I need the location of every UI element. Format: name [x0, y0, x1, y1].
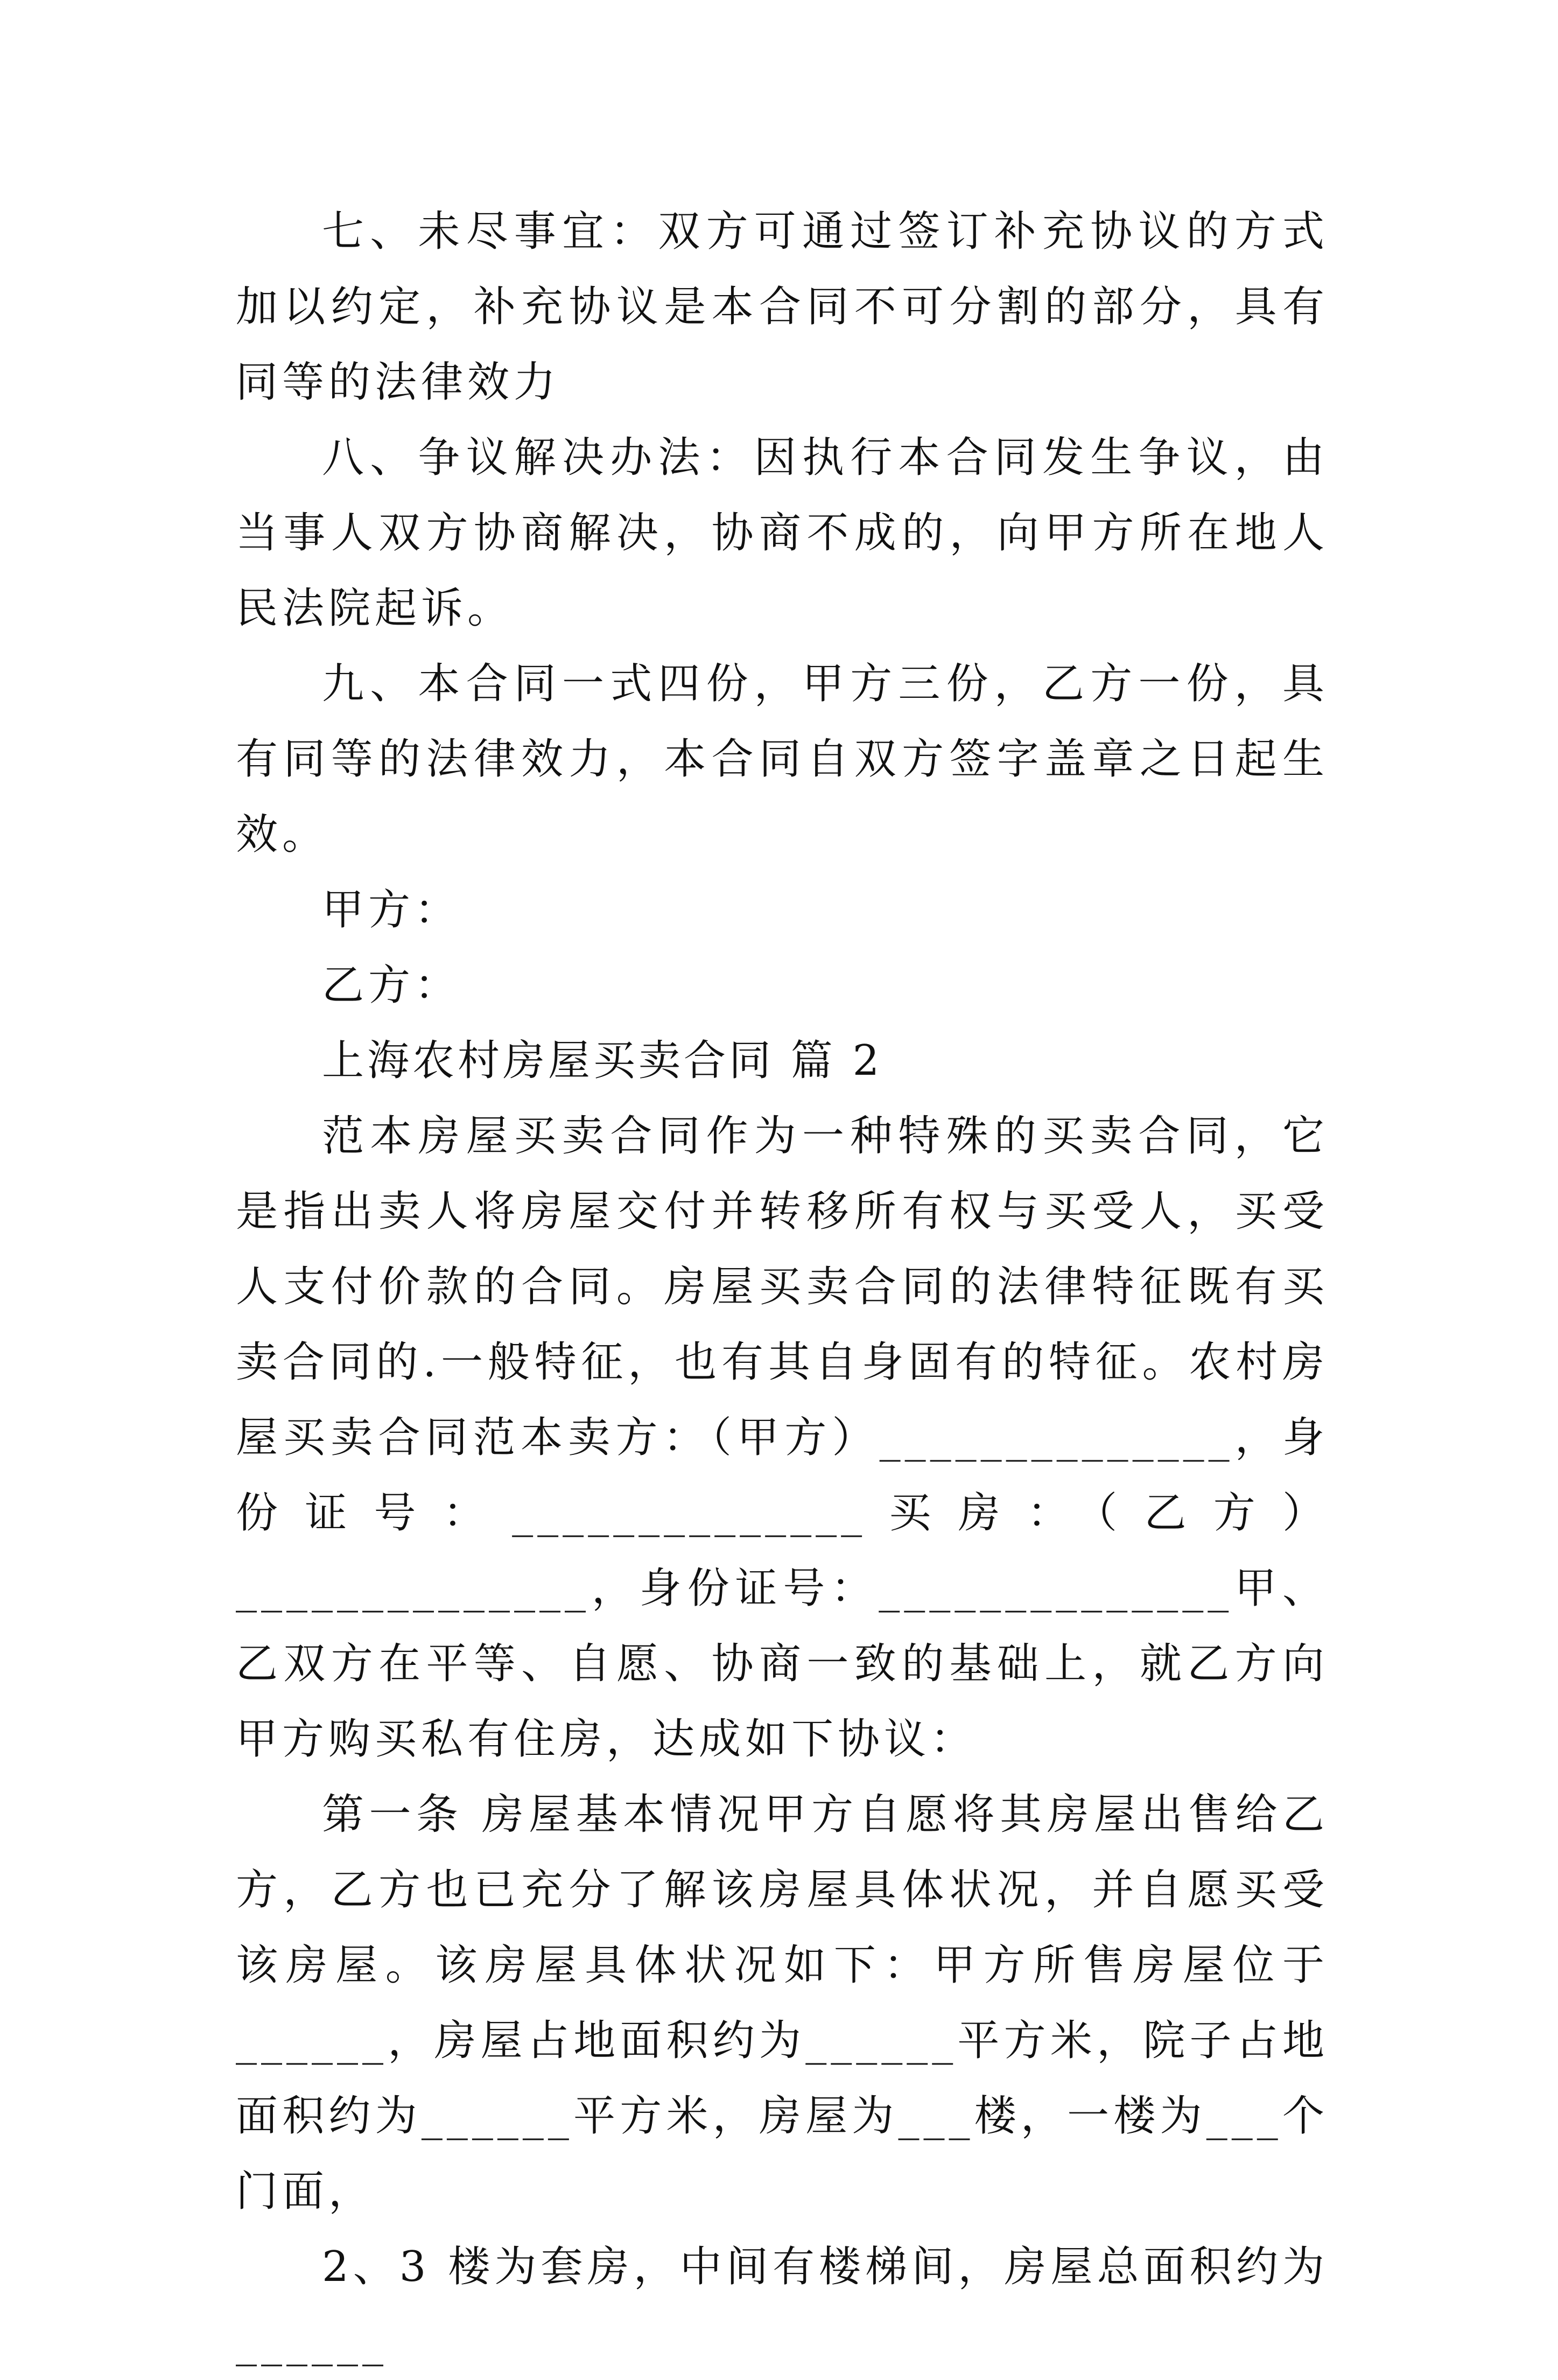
- clause-8-dispute-resolution: 八、争议解决办法：因执行本合同发生争议，由当事人双方协商解决，协商不成的，向甲方所在地人民法院起诉。: [236, 433, 1329, 633]
- clause-9-copies-and-effect: 九、本合同一式四份，甲方三份，乙方一份，具有同等的法律效力，本合同自双方签字盖章之日起生效。: [236, 660, 1329, 859]
- signature-party-b: 乙方：: [322, 961, 461, 1010]
- signature-party-a: 甲方：: [322, 886, 461, 934]
- contract-introduction: 范本房屋买卖合同作为一种特殊的买卖合同，它是指出卖人将房屋交付并转移所有权与买受人，买受人支付价款的合同。房屋买卖合同的法律特征既有买卖合同的.一般特征，也有其自身固有的特征。农村房屋买卖合同范本卖方：（甲方）______________，身份证号：______________买房：（乙方）______________，身份证号：______________甲、乙双方在平等、自愿、协商一致的基础上，就乙方向甲方购买私有住房，达成如下协议：: [236, 1112, 1329, 1763]
- floors-description: 2、3 楼为套房，中间有楼梯间，房屋总面积约为______: [236, 2243, 1329, 2367]
- article-1-property-details: 第一条 房屋基本情况甲方自愿将其房屋出售给乙方，乙方也已充分了解该房屋具体状况，并自愿买受该房屋。该房屋具体状况如下：甲方所售房屋位于______，房屋占地面积约为______平方米，院子占地面积约为______平方米，房屋为___楼，一楼为___个门面，: [236, 1790, 1329, 2216]
- contract-text: [236, 194, 1329, 2380]
- section-heading: 上海农村房屋买卖合同 篇 2: [322, 1037, 883, 1085]
- clause-7-unresolved-matters: 七、未尽事宜：双方可通过签订补充协议的方式加以约定，补充协议是本合同不可分割的部分，具有同等的法律效力: [236, 207, 1329, 407]
